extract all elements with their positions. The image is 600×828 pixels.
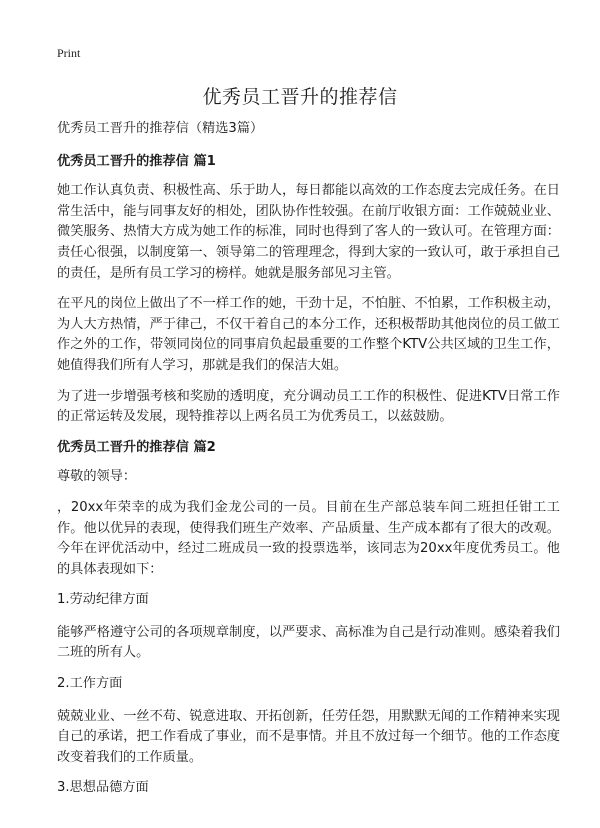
page-title: 优秀员工晋升的推荐信 (202, 86, 398, 108)
section-2-item-3-label: 3.思想品德方面 (57, 780, 149, 796)
section-2-item-2-text: 兢兢业业、一丝不苟、锐意进取、开拓创新，任劳任怨，用默默无闻的工作精神来实现自己的承诺，把工作看成了事业，而不是事情。并且不放过每一个细节。他的工作态度改变着我们的工作质量。 (57, 708, 560, 765)
section-2-item-1-text: 能够严格遵守公司的各项规章制度，以严要求、高标准为自己是行动准则。感染着我们二班的所有人。 (57, 624, 560, 661)
section-2-paragraph-1: ，20xx年荣幸的成为我们金龙公司的一员。目前在生产部总装车间二班担任钳工工作。他以优异的表现，使得我们班生产效率、产品质量、生产成本都有了很大的改观。今年在评优活动中，经过二班成员一致的投票选举，该同志为20xx年度优秀员工。他的具体表现如下： (57, 499, 560, 577)
section-1-paragraph-3: 为了进一步增强考核和奖励的透明度，充分调动员工工作的积极性、促进KTV日常工作的正常运转及发展，现特推荐以上两名员工为优秀员工，以兹鼓励。 (57, 388, 560, 425)
section-1-paragraph-1: 她工作认真负责、积极性高、乐于助人，每日都能以高效的工作态度去完成任务。在日常生活中，能与同事友好的相处，团队协作性较强。在前厅收银方面：工作兢兢业业、微笑服务、热情大方成为她工作的标准，同时也得到了客人的一致认可。在管理方面：责任心很强，以制度第一、领导第二的管理理念，得到大家的一致认可，敢于承担自己的责任，是所有员工学习的榜样。她就是服务部见习主管。 (57, 183, 560, 281)
document-body (57, 119, 560, 811)
section-heading-2: 优秀员工晋升的推荐信 篇2 (57, 439, 216, 455)
section-heading-1: 优秀员工晋升的推荐信 篇1 (57, 153, 216, 169)
document-subtitle: 优秀员工晋升的推荐信（精选3篇） (57, 121, 264, 136)
section-2-greeting: 尊敬的领导： (57, 469, 137, 485)
section-2-item-1-label: 1.劳动纪律方面 (57, 592, 149, 608)
section-1-paragraph-2: 在平凡的岗位上做出了不一样工作的她，干劲十足，不怕脏、不怕累，工作积极主动，为人大方热情，严于律己，不仅干着自己的本分工作，还积极帮助其他岗位的员工做工作之外的工作，带领同岗位的同事肩负起最重要的工作整个KTV公共区域的卫生工作，她值得我们所有人学习，那就是我们的保洁大姐。 (57, 296, 560, 373)
print-link[interactable]: Print (57, 46, 81, 60)
section-2-item-2-label: 2.工作方面 (57, 676, 123, 692)
